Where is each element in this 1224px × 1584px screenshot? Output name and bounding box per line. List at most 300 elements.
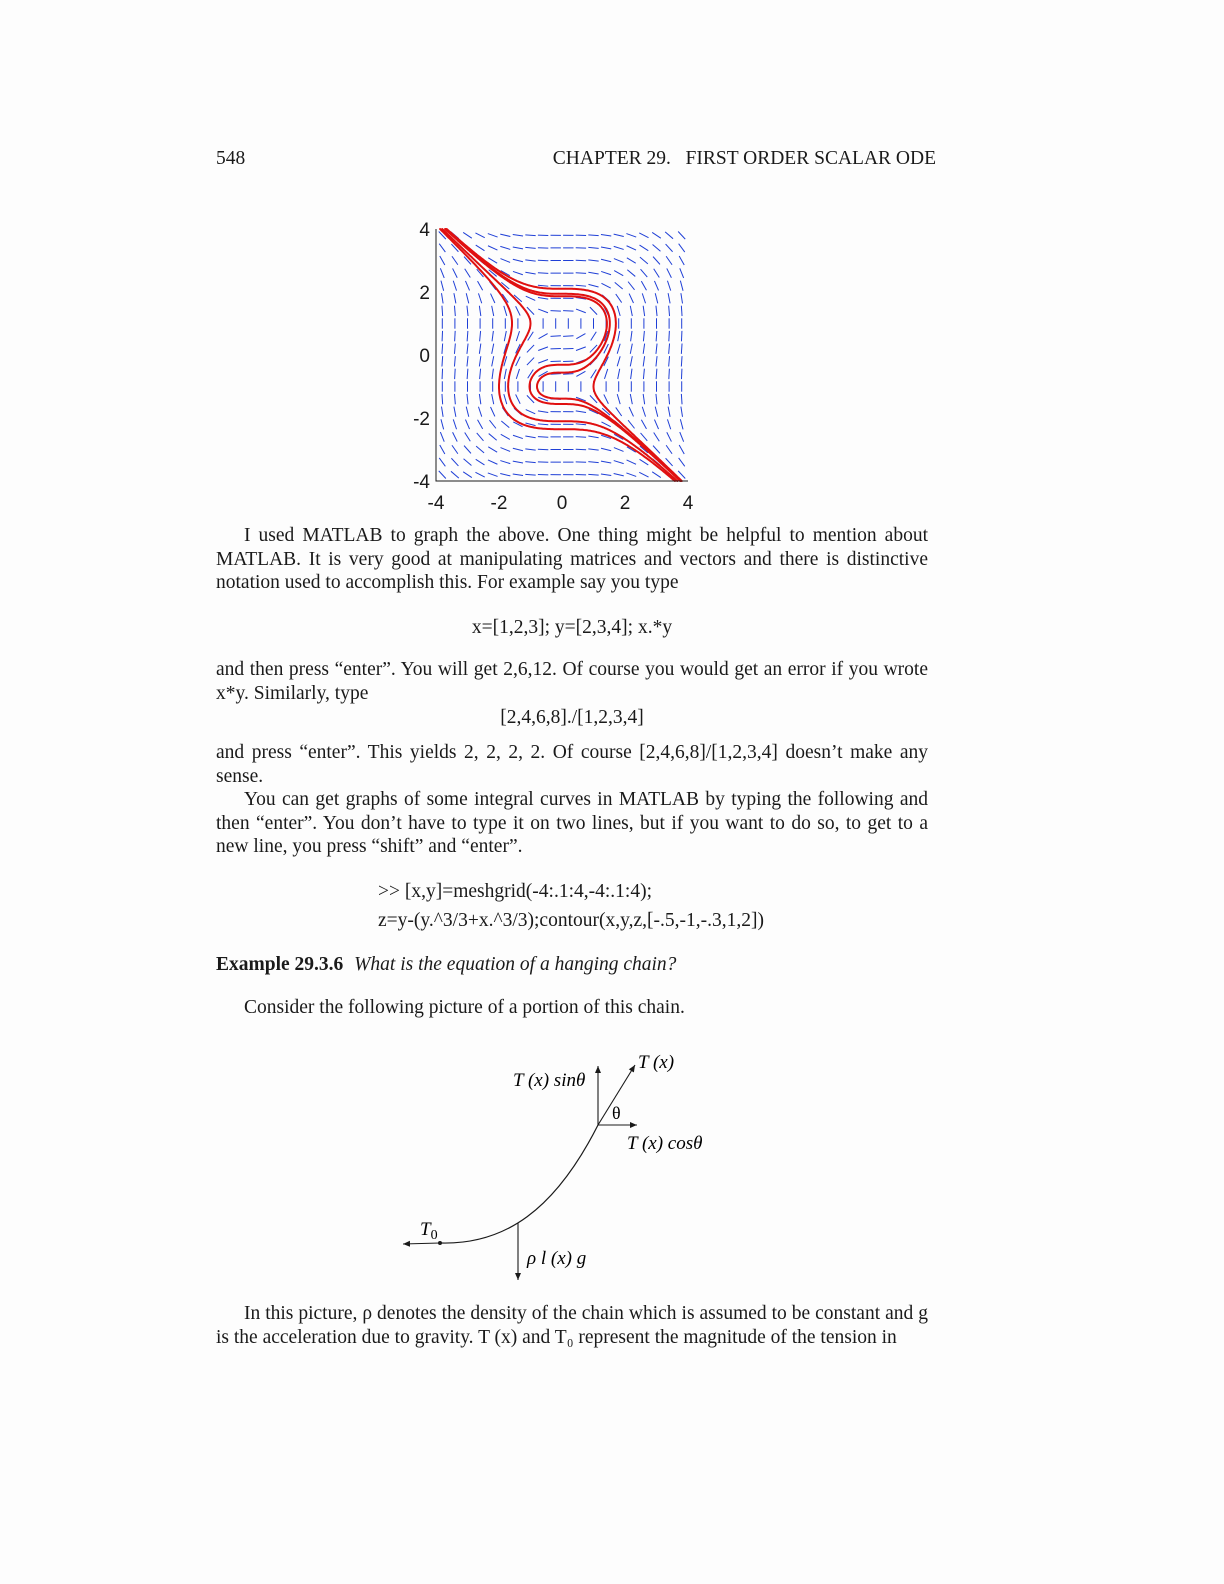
field-segment xyxy=(641,433,648,441)
field-segment xyxy=(626,473,636,477)
field-segment xyxy=(588,284,598,287)
field-segment xyxy=(452,445,458,454)
field-segment xyxy=(525,272,535,274)
field-segment xyxy=(643,344,644,354)
field-segment xyxy=(538,285,548,286)
field-segment xyxy=(489,434,497,441)
code-contour-line: z=y-(y.^3/3+x.^3/3);contour(x,y,z,[-.5,-1,-.3,1,2]) xyxy=(378,910,764,931)
field-segment xyxy=(441,281,444,291)
field-segment xyxy=(466,293,469,303)
field-segment xyxy=(669,394,670,404)
x-tick-label: -4 xyxy=(427,493,445,514)
field-segment xyxy=(516,369,519,379)
field-segment xyxy=(601,283,610,288)
field-segment xyxy=(467,306,468,316)
field-segment xyxy=(576,437,586,438)
field-segment xyxy=(455,369,456,379)
field-segment xyxy=(492,356,494,366)
field-segment xyxy=(588,436,598,438)
field-segment xyxy=(652,232,661,238)
field-segment xyxy=(654,281,658,291)
field-segment xyxy=(538,273,548,274)
field-segment xyxy=(601,422,610,427)
field-segment xyxy=(454,293,456,303)
field-segment xyxy=(513,461,523,463)
field-segment xyxy=(539,334,548,339)
field-segment xyxy=(630,344,632,354)
field-segment xyxy=(576,347,586,351)
field-segment xyxy=(639,233,648,238)
field-segment xyxy=(454,356,455,366)
field-segment xyxy=(643,356,644,366)
field-segment xyxy=(681,394,682,404)
field-segment xyxy=(588,260,598,261)
y-tick-label: 2 xyxy=(419,283,430,304)
field-segment xyxy=(464,446,471,454)
field-segment xyxy=(627,258,636,263)
field-segment xyxy=(467,369,468,379)
field-segment xyxy=(492,306,494,316)
field-segment xyxy=(616,407,622,416)
field-segment xyxy=(656,369,657,379)
field-segment xyxy=(656,331,657,341)
label-t0 xyxy=(420,1219,438,1243)
field-segment xyxy=(451,471,459,478)
field-segment xyxy=(440,432,444,442)
integral-curves xyxy=(440,229,682,481)
field-segment xyxy=(538,437,548,438)
field-segment xyxy=(525,474,535,475)
label-weight: ρ l (x) g xyxy=(527,1248,587,1269)
y-tick-label: 0 xyxy=(419,346,430,367)
field-segment xyxy=(440,445,445,454)
field-segment xyxy=(516,331,519,341)
field-segment xyxy=(442,306,443,316)
field-segment xyxy=(669,344,670,354)
direction-field-chart xyxy=(400,215,710,515)
example-label: Example 29.3.6 xyxy=(216,954,344,975)
field-segment xyxy=(476,446,484,453)
field-segment xyxy=(492,344,494,354)
field-segment xyxy=(653,245,661,252)
field-segment xyxy=(627,270,635,277)
field-segment xyxy=(641,281,646,290)
field-segment xyxy=(639,472,648,477)
field-segment xyxy=(629,407,633,416)
field-segment xyxy=(601,235,611,237)
field-segment xyxy=(475,233,484,238)
field-segment xyxy=(525,247,535,248)
field-segment xyxy=(668,293,670,303)
paragraph-picture-explanation: In this picture, ρ denotes the density of the chain which is assumed to be constant and g is the acceleration due to gravity. T (x) and T₀ represent the magnitude of the tension in xyxy=(216,1303,928,1348)
field-segment xyxy=(527,345,534,353)
field-segment xyxy=(538,347,548,351)
field-segment xyxy=(588,235,598,236)
field-segment xyxy=(679,458,685,466)
field-segment xyxy=(588,462,598,463)
field-segment xyxy=(617,306,620,316)
field-segment xyxy=(489,420,495,428)
example-heading xyxy=(216,953,928,977)
field-segment xyxy=(467,394,468,404)
field-segment xyxy=(642,407,645,417)
field-segment xyxy=(631,331,632,341)
field-segment xyxy=(669,331,670,341)
field-segment xyxy=(453,419,456,429)
field-segment xyxy=(504,331,506,341)
paragraph-consider-picture: Consider the following picture of a portion of this chain. xyxy=(244,997,685,1018)
field-segment xyxy=(655,293,658,303)
field-segment xyxy=(442,356,443,366)
field-segment xyxy=(538,424,548,425)
field-segment xyxy=(590,307,597,315)
field-segment xyxy=(601,461,611,463)
field-segment xyxy=(479,344,480,354)
field-segment xyxy=(617,356,620,366)
field-segment xyxy=(500,259,510,263)
field-segment xyxy=(453,432,458,441)
field-segment xyxy=(500,234,510,236)
field-segment xyxy=(666,244,673,252)
field-segment xyxy=(667,419,670,429)
field-segment xyxy=(601,474,611,476)
field-segment xyxy=(576,285,586,286)
example-question: What is the equation of a hanging chain? xyxy=(354,954,677,975)
field-segment xyxy=(464,459,472,466)
chart-axes xyxy=(436,229,688,481)
field-segment xyxy=(513,259,523,261)
direction-field-arrows xyxy=(439,231,685,478)
field-segment xyxy=(601,271,611,274)
field-segment xyxy=(488,258,497,263)
field-segment xyxy=(504,369,506,379)
field-segment xyxy=(655,407,658,417)
field-segment xyxy=(641,269,648,277)
chain-curve xyxy=(440,1125,598,1243)
field-segment xyxy=(513,235,523,237)
field-segment xyxy=(591,332,597,341)
field-segment xyxy=(466,407,469,417)
field-segment xyxy=(500,461,510,464)
field-segment xyxy=(442,344,443,354)
x-tick-label: 2 xyxy=(619,493,631,514)
field-segment xyxy=(679,445,684,454)
field-segment xyxy=(465,281,469,291)
field-segment xyxy=(652,472,661,478)
tick-labels xyxy=(413,220,694,514)
field-segment xyxy=(463,232,472,238)
field-segment xyxy=(442,293,444,303)
field-segment xyxy=(454,306,455,316)
field-segment xyxy=(576,411,586,413)
field-segment xyxy=(680,281,683,291)
field-segment xyxy=(453,268,458,277)
field-segment xyxy=(516,306,521,315)
axis-lines xyxy=(436,229,688,481)
chapter-title: CHAPTER 29. FIRST ORDER SCALAR ODE xyxy=(552,148,936,169)
field-segment xyxy=(669,356,670,366)
field-segment xyxy=(656,394,657,404)
field-segment xyxy=(527,358,534,366)
field-segment xyxy=(601,448,611,450)
field-segment xyxy=(643,306,644,316)
field-segment xyxy=(478,420,483,429)
field-segment xyxy=(616,294,622,303)
field-segment xyxy=(442,394,443,404)
field-segment xyxy=(656,344,657,354)
field-segment xyxy=(526,410,535,414)
field-segment xyxy=(627,246,636,250)
field-segment xyxy=(614,473,624,475)
field-segment xyxy=(576,334,585,339)
field-segment xyxy=(681,407,683,417)
field-segment xyxy=(501,421,509,428)
field-segment xyxy=(563,374,573,375)
page-number: 548 xyxy=(216,148,246,169)
label-tcos: T (x) cosθ xyxy=(627,1133,703,1154)
field-segment xyxy=(500,246,510,249)
field-segment xyxy=(669,306,670,316)
field-segment xyxy=(491,407,495,416)
field-segment xyxy=(525,260,535,261)
paragraph-integral-curves: You can get graphs of some integral curves in MATLAB by typing the following and then “enter”. You don’t have to type it on two lines, but if you want to do so, to get to a new line, you press “shift” and “enter”. xyxy=(216,789,928,857)
field-segment xyxy=(439,458,445,466)
field-segment xyxy=(465,420,469,430)
field-segment xyxy=(617,344,620,354)
field-segment xyxy=(667,268,672,277)
field-segment xyxy=(463,472,472,478)
field-segment xyxy=(516,357,521,366)
chain-low-point xyxy=(438,1241,442,1245)
field-segment xyxy=(631,369,632,379)
field-segment xyxy=(678,231,685,239)
field-segment xyxy=(601,247,611,249)
field-segment xyxy=(563,336,573,337)
field-segment xyxy=(442,407,444,417)
field-segment xyxy=(467,356,468,366)
field-segment xyxy=(513,247,523,249)
field-segment xyxy=(478,281,483,290)
field-segment xyxy=(630,394,632,404)
label-t0-main: T xyxy=(420,1219,431,1240)
field-segment xyxy=(526,296,535,300)
field-segment xyxy=(626,234,636,238)
field-segment xyxy=(488,447,497,452)
field-segment xyxy=(492,331,493,341)
field-segment xyxy=(604,394,609,403)
field-segment xyxy=(538,297,548,299)
field-segment xyxy=(679,256,684,265)
field-segment xyxy=(680,432,684,442)
field-segment xyxy=(479,394,480,404)
field-segment xyxy=(439,471,446,479)
label-tsin: T (x) sinθ xyxy=(513,1070,586,1091)
field-segment xyxy=(588,272,598,274)
field-segment xyxy=(666,445,672,454)
field-segment xyxy=(576,273,586,274)
x-tick-label: -2 xyxy=(490,493,508,514)
field-segment xyxy=(588,449,598,450)
field-segment xyxy=(681,356,682,366)
y-tick-label: 4 xyxy=(419,220,430,241)
field-segment xyxy=(643,369,644,379)
field-segment xyxy=(576,424,586,425)
field-segment xyxy=(525,449,535,450)
field-segment xyxy=(525,235,535,236)
field-segment xyxy=(667,281,670,291)
y-tick-label: -2 xyxy=(413,409,430,430)
field-segment xyxy=(516,394,521,403)
code-meshgrid-line: >> [x,y]=meshgrid(-4:.1:4,-4:.1:4); xyxy=(378,881,652,902)
field-segment xyxy=(513,474,523,476)
label-theta: θ xyxy=(612,1103,621,1123)
field-segment xyxy=(476,245,485,251)
field-segment xyxy=(614,461,624,464)
field-segment xyxy=(525,436,535,438)
field-segment xyxy=(492,369,493,379)
field-segment xyxy=(488,473,498,477)
field-segment xyxy=(480,369,481,379)
code-example-1: x=[1,2,3]; y=[2,3,4]; x.*y xyxy=(471,617,673,638)
field-segment xyxy=(588,247,598,248)
field-segment xyxy=(453,281,456,291)
field-segment xyxy=(615,282,623,289)
field-segment xyxy=(440,256,445,265)
field-segment xyxy=(480,331,481,341)
field-segment xyxy=(666,458,673,466)
x-tick-label: 4 xyxy=(682,493,694,514)
field-segment xyxy=(679,244,685,252)
field-segment xyxy=(513,448,523,450)
field-segment xyxy=(465,269,471,278)
field-segment xyxy=(538,309,548,313)
field-segment xyxy=(588,474,598,475)
field-segment xyxy=(640,245,649,251)
field-segment xyxy=(513,271,523,274)
field-segment xyxy=(538,411,548,413)
field-segment xyxy=(630,306,632,316)
field-segment xyxy=(669,369,670,379)
field-segment xyxy=(680,268,684,278)
field-segment xyxy=(653,446,660,454)
field-segment xyxy=(614,259,624,263)
field-segment xyxy=(475,472,484,477)
field-segment xyxy=(479,306,480,316)
field-segment xyxy=(477,433,484,441)
field-segment xyxy=(538,359,548,363)
field-segment xyxy=(551,336,561,337)
field-segment xyxy=(656,306,657,316)
y-tick-label: -4 xyxy=(413,472,430,493)
field-segment xyxy=(576,371,585,376)
field-segment xyxy=(627,460,636,464)
field-segment xyxy=(492,394,494,404)
paragraph-yields: and press “enter”. This yields 2, 2, 2, 2. Of course [2,4,6,8]/[1,2,3,4] doesn’t make any sense. xyxy=(216,742,928,787)
field-segment xyxy=(604,369,607,379)
field-segment xyxy=(640,459,649,465)
field-segment xyxy=(439,244,445,252)
field-segment xyxy=(478,293,481,303)
paragraph-matlab-intro: I used MATLAB to graph the above. One thing might be helpful to mention about MATLAB. It is very good at manipulating matrices and vectors and there is distinctive notation used to accomplish this. For example say you type xyxy=(216,525,928,593)
field-segment xyxy=(643,331,644,341)
field-segment xyxy=(628,282,634,290)
paragraph-enter-result: and then press “enter”. You will get 2,6,12. Of course you would get an error if you wrote x*y. Similarly, type xyxy=(216,659,928,704)
field-segment xyxy=(653,257,660,265)
field-segment xyxy=(642,293,645,303)
field-segment xyxy=(643,394,644,404)
field-segment xyxy=(451,458,458,466)
field-segment xyxy=(441,419,444,429)
field-segment xyxy=(614,271,623,276)
field-segment xyxy=(680,419,683,429)
field-segment xyxy=(491,294,495,303)
field-segment xyxy=(478,407,481,417)
x-tick-label: 0 xyxy=(556,493,568,514)
field-segment xyxy=(513,435,523,438)
field-segment xyxy=(501,434,510,439)
label-tx: T (x) xyxy=(638,1052,675,1073)
field-segment xyxy=(488,234,498,238)
field-segment xyxy=(614,234,624,236)
label-t0-sub: 0 xyxy=(430,1228,438,1243)
field-segment xyxy=(668,407,670,417)
field-segment xyxy=(504,306,507,316)
field-segment xyxy=(628,420,634,428)
field-segment xyxy=(488,246,497,250)
field-segment xyxy=(654,420,658,430)
field-segment xyxy=(681,344,682,354)
field-segment xyxy=(614,246,624,249)
field-segment xyxy=(500,473,510,475)
field-segment xyxy=(654,269,660,278)
field-segment xyxy=(618,331,620,341)
field-segment xyxy=(476,459,485,465)
field-segment xyxy=(455,331,456,341)
field-segment xyxy=(467,331,468,341)
field-segment xyxy=(465,433,471,442)
field-segment xyxy=(454,407,456,417)
field-segment xyxy=(656,356,657,366)
field-segment xyxy=(614,448,624,452)
field-segment xyxy=(454,394,455,404)
field-segment xyxy=(630,356,632,366)
field-segment xyxy=(576,309,586,313)
field-segment xyxy=(488,460,497,464)
field-segment xyxy=(617,394,620,404)
field-segment xyxy=(467,344,468,354)
field-segment xyxy=(629,294,633,303)
field-segment xyxy=(601,259,611,261)
field-segment xyxy=(618,369,620,379)
field-segment xyxy=(641,420,646,429)
field-segment xyxy=(500,448,510,452)
field-segment xyxy=(454,344,455,354)
field-segment xyxy=(666,256,672,265)
field-segment xyxy=(452,256,458,265)
hanging-chain-diagram xyxy=(395,1040,725,1290)
field-segment xyxy=(525,462,535,463)
code-example-2: [2,4,6,8]./[1,2,3,4] xyxy=(500,707,644,728)
field-segment xyxy=(667,432,672,441)
field-segment xyxy=(479,356,480,366)
field-segment xyxy=(665,232,673,239)
field-segment xyxy=(681,306,682,316)
field-segment xyxy=(681,293,683,303)
tension-t0-arrow xyxy=(403,1243,440,1244)
field-segment xyxy=(654,433,660,442)
field-segment xyxy=(440,268,444,278)
field-segment xyxy=(504,394,507,404)
